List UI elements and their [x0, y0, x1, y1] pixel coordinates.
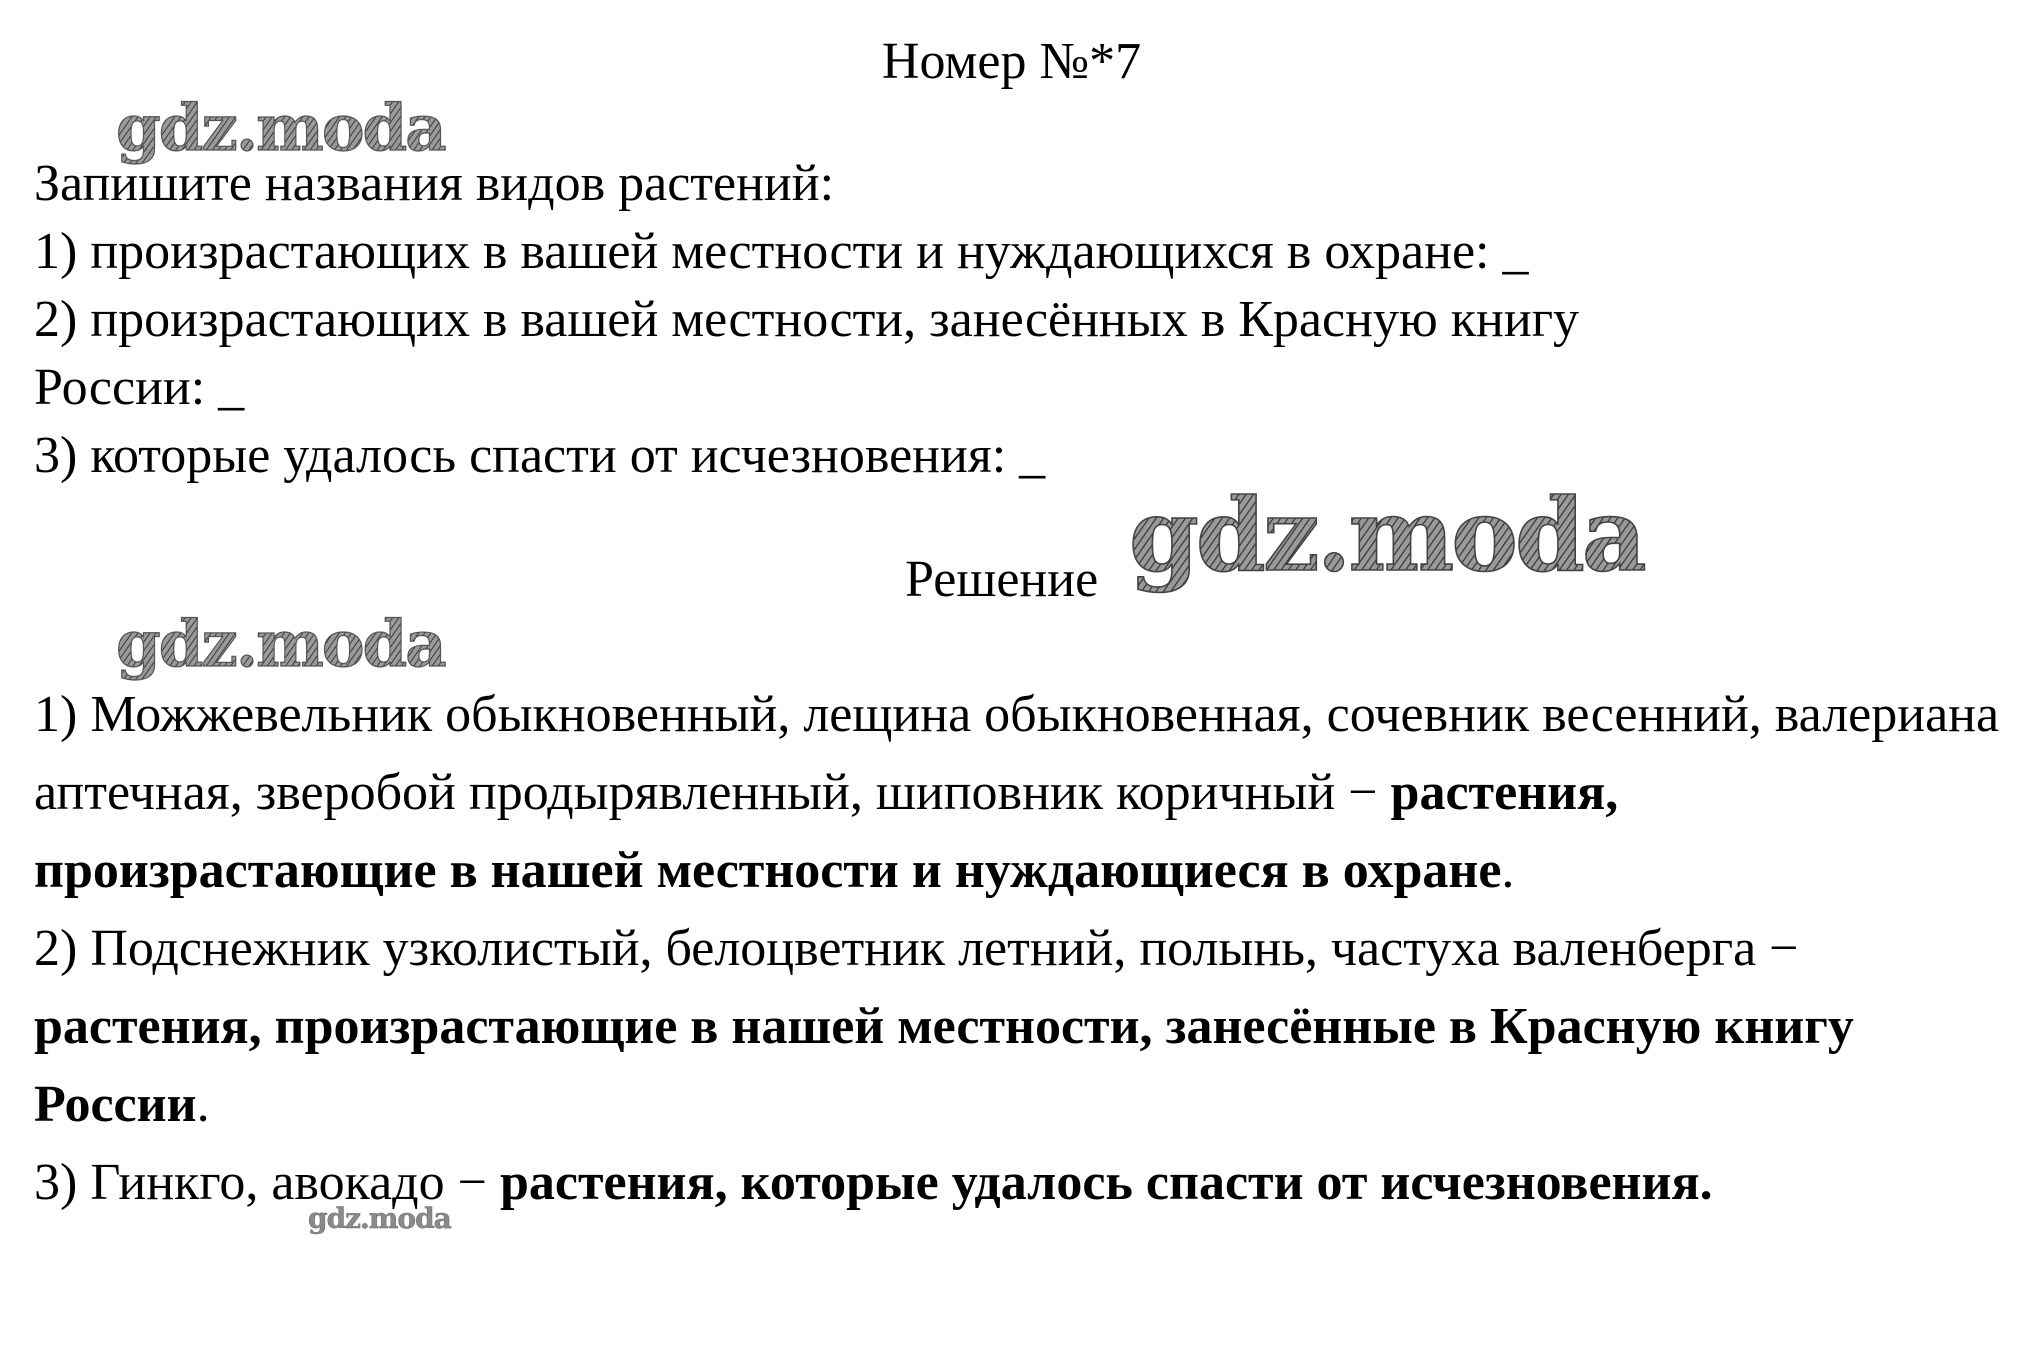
answer-item-2 [34, 910, 2009, 1144]
task-line-1: 1) произрастающих в вашей местности и нуждающихся в охране: _ [34, 223, 1529, 280]
task-intro: Запишите названия видов растений: [34, 155, 835, 212]
answer-1-tail: . [1501, 842, 1515, 899]
answer-1-bold: растения, произрастающие в нашей местности и нуждающиеся в охране [34, 764, 1619, 899]
watermark-logo [1125, 478, 1725, 598]
task-line-3: России: _ [34, 359, 245, 416]
svg-text:gdz.moda: gdz.moda [116, 607, 445, 682]
answer-3-bold: растения, которые удалось спасти от исчезновения. [499, 1154, 1713, 1211]
answer-2-plain: 2) Подснежник узколистый, белоцветник летний, полынь, частуха валенберга − [34, 920, 1799, 977]
answer-1-plain: 1) Можжевельник обыкновенный, лещина обыкновенная, сочевник весенний, валериана аптечная, зверобой продырявленный, шиповник коричный − [34, 686, 2000, 821]
answer-2-tail: . [196, 1076, 210, 1133]
svg-text:gdz.moda: gdz.moda [116, 91, 445, 166]
task-line-4: 3) которые удалось спасти от исчезновения: _ [34, 427, 1046, 484]
task-line-2: 2) произрастающих в вашей местности, занесённых в Красную книгу [34, 291, 1580, 348]
svg-text:gdz.moda: gdz.moda [1129, 476, 1644, 594]
page-title: Номер №*7 [881, 33, 1142, 90]
answer-2-bold: растения, произрастающие в нашей местности, занесённые в Красную книгу России [34, 998, 1854, 1133]
answer-item-3 [34, 1144, 2009, 1222]
svg-text:gdz.moda: gdz.moda [308, 1202, 451, 1235]
answer-text [34, 676, 2009, 1222]
solution-heading: Решение [905, 551, 1099, 608]
answer-item-1 [34, 676, 2009, 910]
answer-3-plain: 3) Гинкго, авокадо − [34, 1154, 500, 1211]
task-text [34, 150, 1994, 490]
